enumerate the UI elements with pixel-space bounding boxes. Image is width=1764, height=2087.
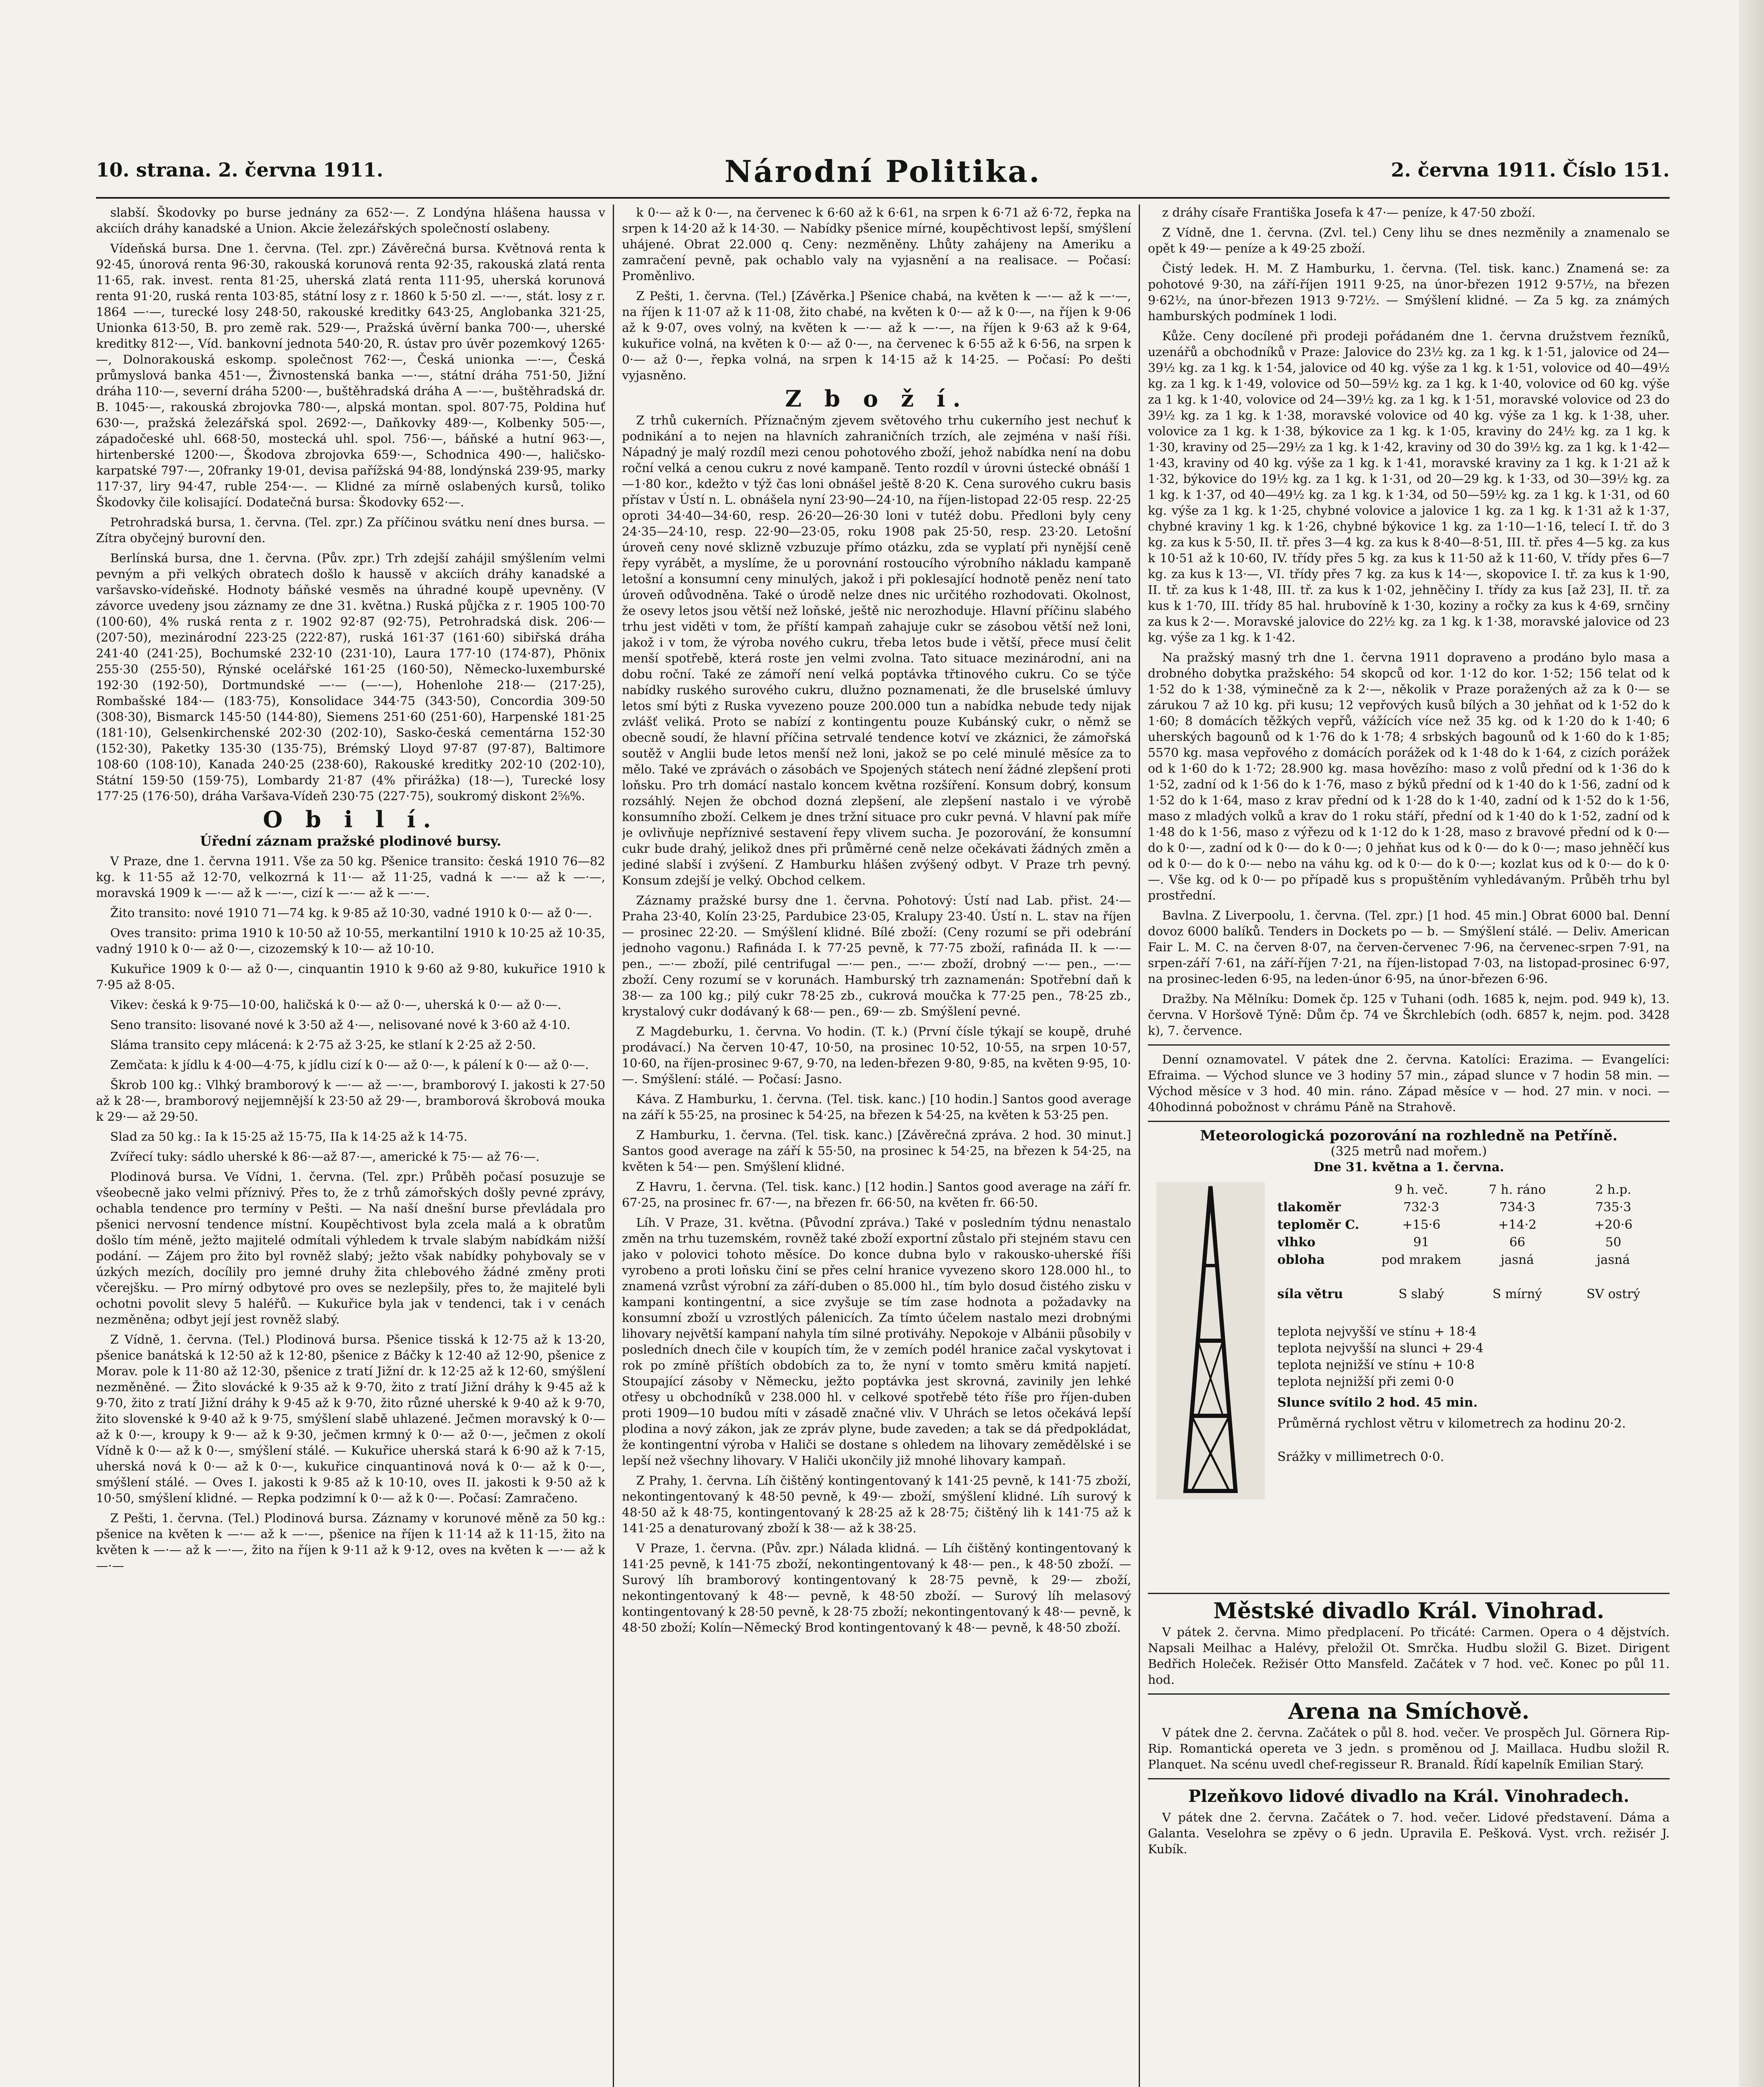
- paragraph: Z Magdeburku, 1. června. Vo hodin. (T. k.) (První čísle týkají se koupě, druhé prodávací.) Na červen 10·47, 10·50, na prosinec 10·52, 10·55, na srpen 10·57, 10·60, na říjen-prosinec 9·67, 9·70, na leden-březen 9·80, 9·85, na květen 9·95, 10·—. Smýšlení: stálé. — Počasí: Jasno.: [622, 1024, 1131, 1086]
- paragraph: Kůže. Ceny docílené při prodeji pořádaném dne 1. června družstvem řezníků, uzenářů a obchodníků v Praze: Jalovice do 23½ kg. za 1 kg. k 1·51, jalovice od 24—39½ kg. za 1 kg. k 1·54, jalovice od 40 kg. výše za 1 kg. k 1·51, volovice od 40—49½ kg. za 1 kg. k 1·49, volovice od 50—59½ kg. za 1 kg. k 1·40, volovice od 60 kg. výše za 1 kg. k 1·40, volovice od 24—39½ kg. za 1 kg. k 1·51, moravské volovice od 23 do 39½ kg. za 1 kg. k 1·38, moravské volovice od 40 kg. výše za 1 kg. k 1·38, uher. volovice za 1 kg. k 1·38, býkovice za 1 kg. k 1·05, kraviny do 24½ kg. za 1 kg. k 1·30, kraviny od 25—29½ za 1 kg. k 1·42, kraviny od 30 do 39½ kg. za 1 kg. k 1·42—1·43, kraviny od 40 kg. výše za 1 kg. k 1·41, moravské kraviny za 1 kg. k 1·21 až k 1·32, býkovice do 19½ kg. za 1 kg. k 1·31, od 20—29 kg. k 1·33, od 30—39½ kg. za 1 kg. k 1·37, od 40—49½ kg. za 1 kg. k 1·34, od 50—59½ kg. za 1 kg. k 1·31, od 60 kg. výše za 1 kg. k 1·25, chybné volovice a jalovice 1 kg. za 1 kg. k 1·31 až k 1·37, chybné kraviny 1 kg. k 1·26, chybné býkovice 1 kg. za 1·10—1·16, telecí I. tř. do 3 kg. za kus k 5·50, II. tř. přes 3—4 kg. za kus k 8·40—8·51, III. tř. přes 4—5 kg. za kus k 10·51 až k 10·60, IV. třídy přes 5 kg. za kus k 11·50 až k 11·60, V. třídy přes 6—7 kg. za kus k 13·—, VI. třídy přes 7 kg. za kus k 14·—, skopovice I. tř. za kus k 1·90, II. tř. za kus k 1·48, III. tř. za kus k 1·02, jehněčiny I. třídy za kus [až 23], II. tř. za kus k 1·70, III. třídy 85 hal. hrubovíně k 1·30, koziny a ročky za kus k 4·69, srnčiny za kus k 2·—. Moravské jalovice do 22½ kg. za 1 kg. k 1·38, moravské jalovice od 23 kg. výše za 1 kg. k 1·42.: [1148, 329, 1670, 644]
- column-1: [96, 205, 605, 2087]
- weather-extra: teplota nejnižší ve stínu + 10·8: [1277, 1358, 1475, 1372]
- weather-date: Dne 31. května a 1. června.: [1313, 1160, 1504, 1175]
- paragraph: k 0·— až k 0·—, na červenec k 6·60 až k 6·61, na srpen k 6·71 až 6·72, řepka na srpen k 14·20 až k 14·30. — Nabídky pšenice mírné, koupěchtivost lepší, smýšlení uhájené. Obrat 22.000 q. Ceny: nezměněny. Lhůty zahájeny na Ameriku a zamračení pevně, pak ochablo valy na vyjasnění a na realisace. — Počasí: Proměnlivo.: [622, 205, 1131, 283]
- theater-heading: Městské divadlo Král. Vinohrad.: [1213, 1598, 1605, 1624]
- paragraph: Berlínská bursa, dne 1. června. (Pův. zpr.) Trh zdejší zahájil smýšlením velmi pevným a při velkých obratech došlo k haussě v akciích dráhy kanadské a varšavsko-vídeňské. Hodnoty báňské vesměs na úhradné koupě upevněny. (V závorce uvedeny jsou záznamy ze dne 31. května.) Ruská půjčka z r. 1905 100·70 (100·60), 4% ruská renta z r. 1902 92·87 (92·75), Petrohradská disk. 206·— (207·50), mezinárodní 223·25 (222·87), ruská 161·37 (161·60) sibiřská dráha 241·40 (241·25), Bochumské 232·10 (231·10), Laura 177·10 (174·87), Phönix 255·30 (255·50), Rýnské ocelářské 161·25 (160·50), Německo-luxemburské 192·30 (192·50), Dortmundské —·— (—·—), Hohenlohe 218·— (217·25), Rombašské 184·— (183·75), Konsolidace 344·75 (343·50), Concordia 309·50 (308·30), Bismarck 145·50 (144·80), Siemens 251·60 (251·60), Harpenské 181·25 (181·10), Gelsenkirchenské 202·30 (202·10), Sasko-česká cementárna 152·30 (152·30), Paketky 135·30 (135·75), Brémský Lloyd 97·87 (97·87), Baltimore 108·60 (108·10), Kanada 240·25 (238·60), Rakouské kreditky 202·10 (202·10), Státní 159·50 (159·75), Lombardy 21·87 (4% přirážka) (18·—), Turecké losy 177·25 (176·50), dráha Varšava-Vídeň 230·75 (227·75), soukromý diskont 2⅝%.: [96, 551, 605, 803]
- weather-sunshine: Slunce svítilo 2 hod. 45 min.: [1277, 1395, 1478, 1410]
- paragraph: Z Havru, 1. června. (Tel. tisk. kanc.) [12 hodin.] Santos good average na září fr. 67·25, na prosinec fr. 67·—, na březen fr. 66·50, na květen fr. 66·50.: [622, 1180, 1131, 1210]
- paragraph: Káva. Z Hamburku, 1. června. (Tel. tisk. kanc.) [10 hodin.] Santos good average na září k 55·25, na prosinec k 54·25, na březen k 54·25, na květen k 53·25 pen.: [622, 1092, 1131, 1122]
- paragraph: V pátek dne 2. června. Začátek o půl 8. hod. večer. Ve prospěch Jul. Görnera Rip-Rip. Romantická opereta ve 3 jedn. s proměnou od J. Maillaca. Hudbu složil R. Planquet. Na scénu uvedl chef-regisseur R. Branald. Řídí kapelník Emilian Starý.: [1148, 1726, 1670, 1771]
- paragraph: Z trhů cukerních. Příznačným zjevem světového trhu cukerního jest nechuť k podnikání a to nejen na hlavních zahraničních trzích, ale zejména v naší říši. Nápadný je malý rozdíl mezi cenou pohotového zboží, jehož nabídka není na dobu roční velká a cenou cukru z nové kampaně. Tento rozdíl v úrovni ústecké obnáší 1—1·80 kor., kdežto v týž čas loni obnášel ještě 8·20 K. Cena surového cukru basis přístav v Ústí n. L. obnášela nyní 23·90—24·10, na říjen-listopad 22·05 resp. 22·25 oproti 34·40—34·60, resp. 26·20—26·30 loni v tutéž dobu. Předloni byly ceny 24·35—24·10, resp. 22·90—23·05, roku 1908 pak 25·50, resp. 23·20. Letošní úroveň ceny nové sklizně vzbuzuje přímo otázku, zda se vyplatí při nynější ceně řepy vyrábět, a myslíme, že u porovnání rostoucího výrobního nákladu kampaně letošní a konsumní ceny minulých, jakož i při poklesající hodnotě peněz není tato úroveň odůvodněna. Také o úrodě nelze dnes nic určitého rozhodovati. Okolnost, že osevy letos jsou větší než loňské, ještě nic nerozhoduje. Hlavní příčinu slabého trhu jest viděti v tom, že příští kampaň zahajuje cukr se zásobou větší než loni, jakož i v tom, že výroba nového cukru, třeba letos bude i větší, přece musí čelit menší spotřebě, která roste jen velmi zvolna. Tato situace mezinárodní, ani na dobu roční. Také ze zámoří není velká poptávka třtinového cukru. Co se týče nabídky ruského surového cukru, dlužno poznamenati, že dle bruselské úmluvy letos smí býti z Ruska vyvezeno pouze 200.000 tun a nabídka nebude tedy nijak zvlášť veliká. Proto se nabízí z kontingentu pouze Kubánský cukr, o němž se obecně soudí, že hlavní příčina setrvalé tendence kotví ve zkáznici, že zámořská soutěž v Anglii bude letos menší než loni, jakož se po celé minulé měsíce za to mělo. Také ve zprávách o zásobách ve Spojených státech není žádné zlepšení proti loňsku. Pro trh domácí nastalo koncem května rozšíření. Konsum dobrý, konsum rozsáhlý. Nejen že obchod dozná zlepšení, ale zlepšení nastalo i ve výrobě konsumního zboží. Celkem je dnes tržní situace pro cukr pevná. V hlavní pak míře je ovlivňuje nepříznivé sestavení řepy vlivem sucha. Je pozorování, že konsumní cukr bude drahý, jelikož dnes při průměrné ceně nelze očekávati žádných změn a jediné slabší i zvýšení. Z Hamburku hlášen zvýšený odbyt. V Praze trh pevný. Konsum zdejší je velký. Obchod celkem.: [622, 413, 1131, 887]
- divider: [1148, 1693, 1670, 1695]
- column-divider: [1139, 205, 1140, 2087]
- paragraph: Z Hamburku, 1. června. (Tel. tisk. kanc.) [Závěrečná zpráva. 2 hod. 30 minut.] Santos good average na září k 55·50, na prosinec k 54·25, na březen k 54·25, na květen k 54·— pen. Smýšlení klidné.: [622, 1128, 1131, 1174]
- paragraph: z dráhy císaře Františka Josefa k 47·— peníze, k 47·50 zboží.: [1162, 205, 1536, 220]
- paragraph: Oves transito: prima 1910 k 10·50 až 10·55, merkantilní 1910 k 10·25 až 10·35, vadný 1910 k 0·— až 0·—, cizozemský k 10·— až 10·10.: [96, 926, 605, 956]
- paragraph: Na pražský masný trh dne 1. června 1911 dopraveno a prodáno bylo masa a drobného dobytka pražského: 54 skopců od kor. 1·12 do kor. 1·52; 156 telat od k 1·52 do k 1·38, výminečně za k 2·—, několik v Praze poražených až za k 0·— se zárukou 7 až 10 kg. při kusu; 12 vepřových kusů bílých a 30 jehňat od k 1·52 do k 1·60; 8 domácích těžkých vepřů, vážících více než 35 kg. od k 1·20 do k 1·40; 6 uherských bagounů od k 1·76 do k 1·78; 4 srbských bagounů od k 1·60 do k 1·85; 5570 kg. masa vepřového z domácích porážek od k 1·48 do k 1·64, z cizích porážek od k 1·60 do k 1·72; 28.900 kg. masa hovězího: maso z volů přední od k 1·36 do k 1·52, zadní od k 1·56 do k 1·76, maso z býků přední od k 1·40 do k 1·56, zadní od k 1·52 do k 1·64, maso z krav přední od k 1·28 do k 1·40, zadní od k 1·52 do k 1·56, maso z mladých volků a krav do 1 roku stáří, přední od k 1·40 do k 1·52, zadní od k 1·48 do k 1·56, maso z výřezu od k 1·12 do k 1·28, maso z bravové přední od k 0·— do k 0·—, zadní od k 0·— do k 0·—; 0 jehňat kus od k 0·— do k 0·—; maso jehněčí kus od k 0·— do k 0·— nebo na váhu kg. od k 0·— do k 0·—; kozlat kus od k 0·— do k 0·—. Vše kg. od k 0·— po případě kus s propuštěním vyhledávaným. Průběh trhu byl prostřední.: [1148, 650, 1670, 902]
- paragraph: V pátek 2. června. Mimo předplacení. Po třicáté: Carmen. Opera o 4 dějstvích. Napsali Meilhac a Halévy, přeložil Ot. Smrčka. Hudbu složil G. Bizet. Dirigent Bedřich Holeček. Režisér Otto Mansfeld. Začátek v 7 hod. več. Konec po půl 11. hod.: [1148, 1625, 1670, 1687]
- page-header: [96, 154, 1670, 196]
- weather-row: tlakoměr 732·3 734·3 735·3: [1277, 1200, 1631, 1215]
- paragraph: Žito transito: nové 1910 71—74 kg. k 9·85 až 10·30, vadné 1910 k 0·— až 0·—.: [110, 906, 592, 920]
- weather-precip: Srážky v millimetrech 0·0.: [1277, 1450, 1444, 1464]
- weather-title: Meteorologická pozorování na rozhledně na Petříně.: [1200, 1127, 1617, 1144]
- paragraph: Z Pešti, 1. června. (Tel.) [Závěrka.] Pšenice chabá, na květen k —·— až k —·—, na říjen k 11·07 až k 11·08, žito chabé, na květen k 0·— až k 0·—, na říjen k 9·06 až k 9·07, oves volný, na květen k —·— až k —·—, na říjen k 9·63 až k 9·64, kukuřice volná, na květen k 0·— až 0·—, na červenec k 6·55 až k 6·56, na srpen k 0·— až 0·—, řepka volná, na srpen k 14·15 až k 14·25. — Počasí: Po dešti vyjasněno.: [622, 289, 1131, 382]
- scan-edge: [1739, 0, 1764, 2087]
- paragraph: Petrohradská bursa, 1. června. (Tel. zpr.) Za příčinou svátku není dnes bursa. — Zítra obyčejný burovní den.: [96, 515, 605, 545]
- column-3: [1148, 205, 1670, 2087]
- paragraph: V Praze, 1. června. (Pův. zpr.) Nálada klidná. — Líh čištěný kontingentovaný k 141·25 pevně, k 141·75 zboží, nekontingentovaný k 48·— pen., k 48·50 zboží. — Surový líh bramborový kontingentovaný k 28·75 pevně, k 29·— zboží, nekontingentovaný k 48·— pevně, k 48·50 zboží. — Surový líh melasový kontingentovaný k 28·50 pevně, k 28·75 zboží; nekontingentovaný k 48·— pevně, k 48·50 zboží; Kolín—Německý Brod kontingentovaný k 48·— pevně, k 48·50 zboží.: [622, 1541, 1131, 1635]
- section-heading: Z b o ž í.: [785, 385, 968, 412]
- paragraph: Kukuřice 1909 k 0·— až 0·—, cinquantin 1910 k 9·60 až 9·80, kukuřice 1910 k 7·95 až 8·05.: [96, 962, 605, 992]
- column-divider: [613, 205, 614, 2087]
- paragraph: Vikev: česká k 9·75—10·00, haličská k 0·— až 0·—, uherská k 0·— až 0·—.: [110, 998, 561, 1012]
- paragraph: Vídeňská bursa. Dne 1. června. (Tel. zpr.) Závěrečná bursa. Květnová renta k 92·45, únorová renta 96·30, rakouská korunová renta 92·35, rakouská zlatá renta 11·65, rak. invest. renta 81·25, uherská zlatá renta 111·95, uherská korunová renta 91·20, ruská renta 103·85, státní losy z r. 1860 k 5·50 zl. —·—, stát. losy z r. 1864 —·—, turecké losy 248·50, rakouské kreditky 643·25, Anglobanka 321·25, Unionka 613·50, B. pro země rak. 529·—, Pražská úvěrní banka 700·—, uherské kreditky 812·—, Víd. bankovní jednota 540·20, R. ústav pro úvěr pozemkový 1265·—, Dolnorakouská eskomp. společnost 762·—, Česká unionka —·—, Česká průmyslová banka 451·—, Živnostenská banka —·—, státní dráha 751·50, Jižní dráha 110·—, severní dráha 5200·—, buštěhradská dráha A —·—, buštěhradská dr. B. 1045·—, rakouská zbrojovka 780·—, alpská montan. spol. 807·75, Poldina huť 630·—, pražská železářská spol. 2692·—, Daňkovky 489·—, Kolbenky 505·—, západočeské uhl. 668·50, mostecká uhl. spol. 756·—, báňské a hutní 963·—, hirtenberské 1200·—, Škodova zbrojovka 659·—, Schodnica 490·—, haličsko-karpatské 797·—, 20franky 19·01, devisa pařížská 94·88, londýnská 239·95, marky 117·37, liry 94·47, ruble 254·—. — Klidné za mírně oslabených kursů, toliko Škodovky čile kolisající. Dodatečná bursa: Škodovky 652·—.: [96, 241, 605, 509]
- paragraph: Bavlna. Z Liverpoolu, 1. června. (Tel. zpr.) [1 hod. 45 min.] Obrat 6000 bal. Denní dovoz 6000 balíků. Tenders in Dockets po — b. — Smýšlení stálé. — Deliv. American Fair L. M. C. na červen 8·07, na červen-červenec 7·96, na červenec-srpen 7·91, na srpen-září 7·61, na září-říjen 7·21, na říjen-listopad 7·03, na listopad-prosinec 6·97, na prosinec-leden 6·95, na leden-únor 6·95, na únor-březen 6·96.: [1148, 908, 1670, 986]
- paragraph: Sláma transito cepy mlácená: k 2·75 až 3·25, ke stlaní k 2·25 až 2·50.: [110, 1038, 536, 1052]
- paragraph: Zvířecí tuky: sádlo uherské k 86·—až 87·—, americké k 75·— až 76·—.: [110, 1150, 540, 1164]
- section-heading: O b i l í.: [263, 806, 439, 833]
- paragraph: Z Prahy, 1. června. Líh čištěný kontingentovaný k 141·25 pevně, k 141·75 zboží, nekontingentovaný k 48·50 pevně, k 49·— zboží, smýšlení klidné. Líh surový k 48·50 až k 48·75, kontingentovaný k 28·25 až k 28·75; čištěný lih k 141·75 až k 141·25 a denaturovaný zboží k 38·— až k 38·25.: [622, 1473, 1131, 1535]
- paragraph: Seno transito: lisované nové k 3·50 až 4·—, nelisované nové k 3·60 až 4·10.: [110, 1018, 571, 1032]
- petrin-tower-illustration: [1156, 1182, 1265, 1499]
- divider: [1148, 1778, 1670, 1779]
- column-2: [622, 205, 1131, 2087]
- weather-extra: teplota nejnižší při zemi 0·0: [1277, 1374, 1454, 1389]
- paragraph: Dražby. Na Mělníku: Domek čp. 125 v Tuhani (odh. 1685 k, nejm. pod. 949 k), 13. června. V Horšově Týně: Dům čp. 74 ve Škrchlebích (odh. 6857 k, nejm. pod. 3428 k), 7. července.: [1148, 992, 1670, 1038]
- weather-row: obloha pod mrakem jasná jasná: [1277, 1253, 1630, 1267]
- newspaper-title: Národní Politika.: [724, 154, 1041, 189]
- paragraph: Škrob 100 kg.: Vlhký bramborový k —·— až —·—, bramborový I. jakosti k 27·50 až k 28·—, bramborový nejjemnější k 23·50 až 29·—, bramborová škrobová mouka k 29·— až 29·50.: [96, 1078, 605, 1124]
- paragraph: V Praze, dne 1. června 1911. Vše za 50 kg. Pšenice transito: česká 1910 76—82 kg. k 11·55 až 12·70, velkozrná k 11·— až 11·25, vadná k —·— až k —·—, moravská 1909 k —·— až k —·—, cizí k —·— až k —·—.: [96, 854, 605, 900]
- section-subheading: Úřední záznam pražské plodinové bursy.: [200, 833, 501, 849]
- paragraph: Z Vídně, dne 1. června. (Zvl. tel.) Ceny lihu se dnes nezměnily a znamenalo se opět k 49·— peníze a k 49·25 zboží.: [1148, 225, 1670, 255]
- paragraph: Líh. V Praze, 31. května. (Původní zpráva.) Také v posledním týdnu nenastalo změn na trhu tuzemském, rovněž také zboží exportní zůstalo při stejném stavu cen jako v polovici tohoto měsíce. Do konce dubna bylo v rakousko-uherské říši vyrobeno a proti loňsku činí se přes celní hranice vyvezeno skoro 128.000 hl., to znamená vzrůst výrobní za září-duben o 85.000 hl., tím bylo dosud čistého zisku v kampani kontingentní, a sice zvyšuje se tím zase hodnota a požadavky na konsumní zboží u vzrostlých pálenicích. Za tímto účelem nastalo mezi drobnými lihovary největší kampaní nahyla tím silné protiváhy. Nepokoje v Albánii působily v posledních dnech čile v koupích tím, že v zemích podél hranice začal vyskytovat i rok po zmíně příštích obdobích za to, že nyní v tomto směru kmitá napjetí. Stoupající zásoby v Německu, ježto poptávka jest skrovná, zavinily jen lehké otřesy u obchodníků v 238.000 hl. v celkové spotřebě této říše pro říjen-duben proti 1909—10 budou míti v zásadě značné vliv. V Uhrách se letos očekává lepší plodina a nový zákon, jak ze zpráv plyne, bude zaveden; a tak se dá předpokládat, že kontingentní výroba v Haliči se dostane s ohledem na lihovary zemědělské i se lepší než všechny lihovary. V Haliči ukončily již mnohé lihovary kampaň.: [622, 1215, 1131, 1468]
- paragraph: Zemčata: k jídlu k 4·00—4·75, k jídlu cizí k 0·— až 0·—, k pálení k 0·— až 0·—.: [110, 1058, 589, 1072]
- header-right: 2. června 1911. Číslo 151.: [1391, 159, 1670, 181]
- weather-col-headers: [1277, 1182, 1670, 1198]
- divider: [1148, 1044, 1670, 1046]
- paragraph: V pátek dne 2. června. Začátek o 7. hod. večer. Lidové představení. Dáma a Galanta. Veselohra se zpěvy o 6 jedn. Upravila E. Pešková. Vyst. vrch. režisér J. Kubík.: [1148, 1810, 1670, 1856]
- theater-heading: Plzeňkovo lidové divadlo na Král. Vinohradech.: [1188, 1786, 1630, 1806]
- col-header: 2 h.p.: [1595, 1182, 1632, 1197]
- paragraph: slabší. Škodovky po burse jednány za 652·—. Z Londýna hlášena haussa v akciích dráhy kanadské a Union. Akcie železářských společností oslabeny.: [96, 205, 605, 235]
- weather-row: síla větru S slabý S mírný SV ostrý: [1277, 1287, 1640, 1301]
- weather-box: [1148, 1128, 1670, 1587]
- theater-heading: Arena na Smíchově.: [1288, 1699, 1529, 1724]
- paragraph: Denní oznamovatel. V pátek dne 2. června. Katolíci: Erazima. — Evangelíci: Efraima. — Východ slunce ve 3 hodiny 57 min., západ slunce v 7 hodin 58 min. — Východ měsíce v 3 hod. 40 min. ráno. Západ měsíce v — hod. 27 min. v noci. — 40hodinná pobožnost v chrámu Páně na Strahově.: [1148, 1052, 1670, 1114]
- divider: [1148, 1593, 1670, 1594]
- weather-row: vlhko 91 66 50: [1277, 1235, 1622, 1250]
- paragraph: Čistý ledek. H. M. Z Hamburku, 1. června. (Tel. tisk. kanc.) Znamená se: za pohotové 9·30, na září-říjen 1911 9·25, na únor-březen 1912 9·57½, na březen 9·62½, na únor-březen 1913 9·72½. — Smýšlení klidné. — Za 5 kg. za známých hamburských podmínek 1 lodi.: [1148, 261, 1670, 323]
- weather-row: teploměr C. +15·6 +14·2 +20·6: [1277, 1218, 1633, 1232]
- paragraph: Z Pešti, 1. června. (Tel.) Plodinová bursa. Záznamy v korunové měně za 50 kg.: pšenice na květen k —·— až k —·—, pšenice na říjen k 11·14 až k 11·15, žito na květen k —·— až k —·—, žito na říjen k 9·11 až k 9·12, oves na květen k —·— až k —·—: [96, 1511, 605, 1573]
- paragraph: Plodinová bursa. Ve Vídni, 1. června. (Tel. zpr.) Průběh počasí posuzuje se všeobecně jako velmi příznivý. Přes to, že z trhů zámořských došly pevné zprávy, ochabla tendence pro termíny v Pešti. — Na naší dnešní burse převládala pro pšenici nervosní tendence místní. Koupěchtivost byla zcela malá a k obratům došlo tím méně, ježto majitelé odmítali výhledem k trvale slabým nabídkám nižší podání. — Zájem pro žito byl rovněž slabý; ježto však nabídky pohybovaly se v úzkých mezích, docílily pro jemné druhy žita chlebového žádné změny proti včerejšku. — Pro mírný odbytové pro oves se nezlepšily, přes to, že majitelé byli ochotni povolit slevy 5 haléřů. — Kukuřice byla jak v tendenci, tak i v cenách nezměněna; odbyt její jest rovněž slabý.: [96, 1170, 605, 1326]
- col-header: 7 h. ráno: [1489, 1182, 1546, 1197]
- header-left: 10. strana. 2. června 1911.: [96, 159, 384, 181]
- weather-extra: teplota nejvyšší ve stínu + 18·4: [1277, 1324, 1477, 1339]
- header-rule: [96, 197, 1670, 199]
- weather-extra: teplota nejvyšší na slunci + 29·4: [1277, 1341, 1484, 1356]
- paragraph: Záznamy pražské bursy dne 1. června. Pohotový: Ústí nad Lab. přist. 24·— Praha 23·40, Kolín 23·25, Pardubice 23·05, Kralupy 23·40. Ústí n. L. stav na říjen — prosinec 22·20. — Smýšlení klidné. Bílé zboží: (Ceny rozumí se při odebrání jednoho vagonu.) Rafináda I. k 77·25 pevně, k 77·75 zboží, rafináda II. k —·— pen., —·— zboží, pilé centrifugal —·— pen., —·— zboží, drobný —·— pen., —·— zboží. Ceny rozumí se v korunách. Hamburský trh zaznamenán: Spotřební daň k 38·— za 100 kg.; pilý cukr 78·25 zb., cukrová moučka k 77·25 pen., 78·25 zb., krystalový cukr dodávaný k 68·— pen., 69·— zb. Smýšlení pevné.: [622, 893, 1131, 1018]
- paragraph: Z Vídně, 1. června. (Tel.) Plodinová bursa. Pšenice tisská k 12·75 až k 13·20, pšenice banátská k 12·50 až k 12·80, pšenice z Báčky k 12·40 až 12·90, pšenice z Morav. pole k 11·80 až 12·30, pšenice z tratí Jižní dr. k 12·25 až k 12·60, smýšlení nezměněné. — Žito slovácké k 9·35 až k 9·70, žito z tratí Jižní dráhy k 9·45 až k 9·70, žito z tratí Jižní dráhy k 9·45 až k 9·70, žito různé uherské k 9·40 až k 9·70, žito slovenské k 9·40 až k 9·75, smýšlení slabě uhlazené. Ječmen moravský k 0·— až k 0·—, kroupy k 9·— až k 9·30, ječmen krmný k 0·— až 0·—, ječmen z okolí Vídně k 0·— až k 0·—, smýšlení stálé. — Kukuřice uherská stará k 6·90 až k 7·15, uherská nová k 0·— až k 0·—, kukuřice cinquantinová nová k 0·— až k 0·—, smýšlení stálé. — Oves I. jakosti k 9·85 až k 10·10, oves II. jakosti k 9·50 až k 10·50, smýšlení klidné. — Repka podzimní k 0·— až k 0·—. Počasí: Zamračeno.: [96, 1332, 605, 1505]
- col-header: 9 h. več.: [1394, 1182, 1448, 1197]
- paragraph: Slad za 50 kg.: Ia k 15·25 až 15·75, IIa k 14·25 až k 14·75.: [110, 1129, 468, 1144]
- weather-wind: Průměrná rychlost větru v kilometrech za hodinu 20·2.: [1277, 1416, 1626, 1431]
- weather-subtitle: (325 metrů nad mořem.): [1330, 1144, 1487, 1159]
- divider: [1148, 1121, 1670, 1122]
